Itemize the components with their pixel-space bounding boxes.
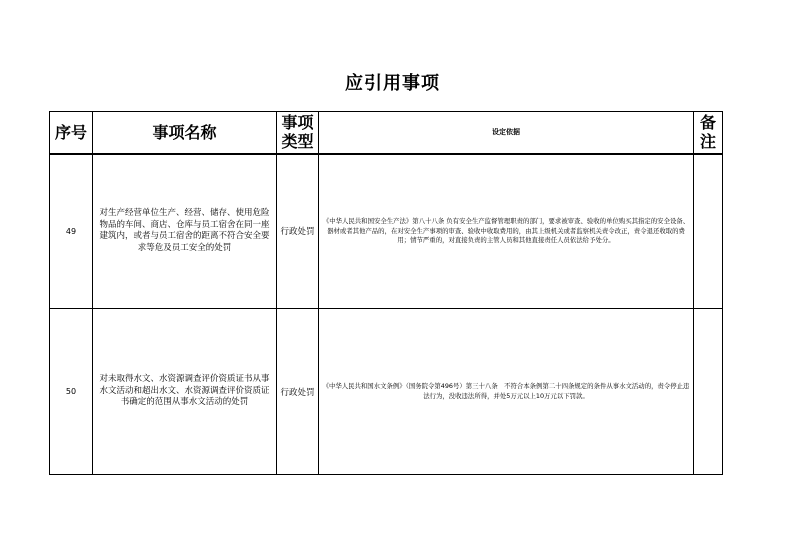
header-basis: 设定依据 xyxy=(319,112,694,154)
header-row xyxy=(50,112,723,154)
row-remark xyxy=(694,309,723,475)
header-remark-line2: 注 xyxy=(699,132,716,152)
items-table xyxy=(49,111,723,475)
table-row xyxy=(50,154,723,309)
header-seq: 序号 xyxy=(50,112,93,154)
header-remark-line1: 备 xyxy=(699,113,716,133)
table-row xyxy=(50,309,723,475)
header-type-line1: 事项 xyxy=(281,113,314,133)
header-type xyxy=(277,112,319,154)
header-type-line2: 类型 xyxy=(281,132,314,152)
row-seq: 50 xyxy=(50,309,93,475)
header-remark xyxy=(694,112,723,154)
row-type: 行政处罚 xyxy=(277,309,319,475)
row-name: 对未取得水文、水资源调查评价资质证书从事水文活动和超出水文、水资源调查评价资质证书确定的范围从事水文活动的处罚 xyxy=(93,309,277,475)
row-name: 对生产经营单位生产、经营、储存、使用危险物品的车间、商店、仓库与员工宿舍在同一座建筑内，或者与员工宿舍的距离不符合安全要求等危及员工安全的处罚 xyxy=(93,154,277,309)
row-seq: 49 xyxy=(50,154,93,309)
page-title: 应引用事项 xyxy=(345,73,440,94)
row-remark xyxy=(694,154,723,309)
row-type: 行政处罚 xyxy=(277,154,319,309)
row-basis: 《中华人民共和国水文条例》（国务院令第496号）第三十八条 不符合本条例第二十四条规定的条件从事水文活动的，责令停止违法行为，没收违法所得，并处5万元以上10万元以下罚款。 xyxy=(319,309,694,475)
header-name: 事项名称 xyxy=(93,112,277,154)
row-basis: 《中华人民共和国安全生产法》第八十八条 负有安全生产监督管理职责的部门，要求被审查、验收的单位购买其指定的安全设备、器材或者其他产品的，在对安全生产事项的审查、验收中收取费用的，由其上级机关或者监察机关责令改正，责令退还收取的费用；情节严重的，对直接负责的主管人员和其他直接责任人员依法给予处分。 xyxy=(319,154,694,309)
